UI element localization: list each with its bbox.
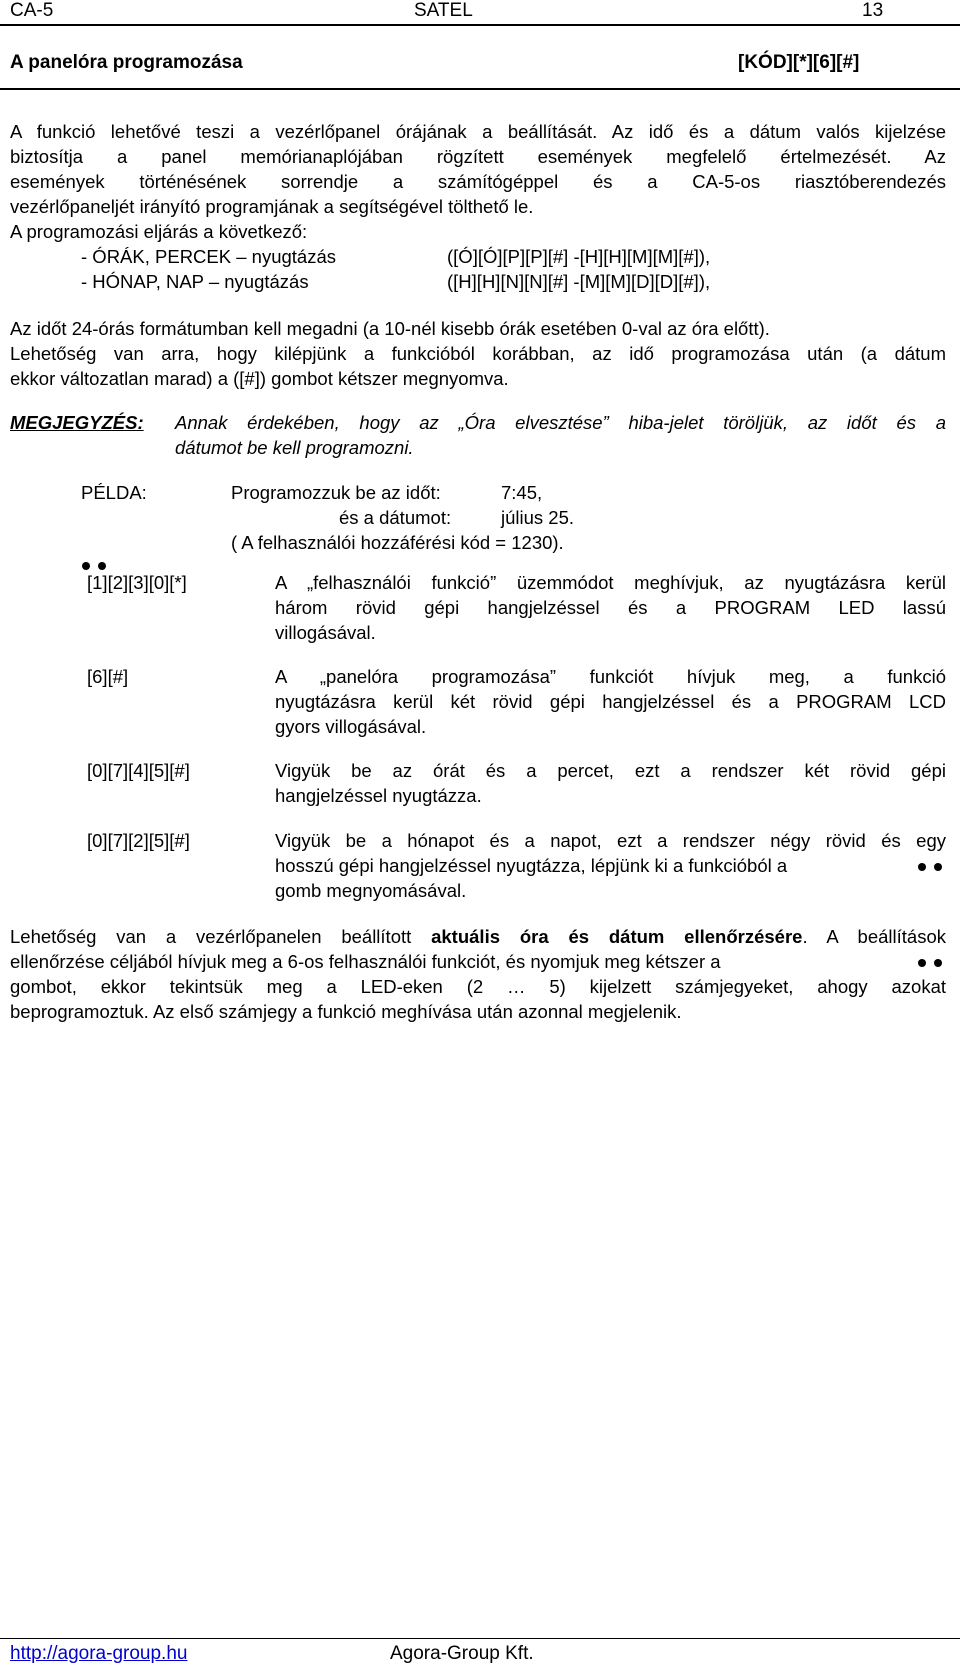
step-description [275,828,946,903]
step-key: [0][7][2][5][#] [87,830,190,851]
check-text: ellenőrzése céljából hívjuk meg a 6-os felhasználói funkciót, és nyomjuk meg kétszer a [10,951,721,972]
header-rule [0,24,960,26]
step-line: hosszú gépi hangjelzéssel nyugtázza, lépjünk ki a funkcióból a [275,855,788,876]
step-line: gomb megnyomásával. [275,880,467,901]
procedure-label: A programozási eljárás a következő: [10,221,308,242]
check-line [10,924,946,949]
format-line: ekkor változatlan marad) a ([#]) gombot kétszer megnyomva. [10,368,509,389]
note-line: Annak érdekében, hogy az „Óra elvesztése” hiba-jelet töröljük, az időt és a [175,412,946,433]
step-line: nyugtázásra kerül két rövid gépi hangjelzéssel és a PROGRAM LCD [275,691,946,712]
example-time-text: Programozzuk be az időt: [231,482,441,503]
step-line: gyors villogásával. [275,716,427,737]
check-line: beprogramoztuk. Az első számjegy a funkció meghívása után azonnal megjelenik. [10,1001,682,1022]
intro-paragraph [10,119,946,244]
format-line: Lehetőség van arra, hogy kilépjünk a funkcióból korábban, az idő programozása után (a dátum [10,343,946,364]
step-description [275,758,946,808]
step-key: [0][7][4][5][#] [87,760,190,781]
star-hash-keys-icon [914,853,946,878]
step-key: [6][#] [87,666,129,687]
footer-company: Agora-Group Kft. [390,1643,534,1664]
step-line-with-icon [275,853,946,878]
format-line: Az időt 24-órás formátumban kell megadni (a 10-nél kisebb órák esetében 0-val az óra előtt). [10,318,770,339]
procedure-label-time: - ÓRÁK, PERCEK – nyugtázás [81,246,336,267]
step-line: Vigyük be az órát és a percet, ezt a rendszer két rövid gépi [275,760,946,781]
example-label: PÉLDA: [81,482,147,503]
step-line: hangjelzéssel nyugtázza. [275,785,482,806]
example-date-text: és a dátumot: [339,507,452,528]
title-rule [0,88,960,90]
footer-link[interactable]: http://agora-group.hu [10,1643,188,1664]
step-line: A „felhasználói funkció” üzemmódot meghívjuk, az nyugtázásra kerül [275,572,946,593]
check-line-with-icon [10,949,946,974]
check-line: gombot, ekkor tekintsük meg a LED-eken (2 … 5) kijelzett számjegyeket, ahogy azokat [10,976,946,997]
check-bold-text: aktuális óra és dátum ellenőrzésére [431,926,803,947]
header-center: SATEL [414,0,473,21]
step-line: villogásával. [275,622,376,643]
step-line: Vigyük be a hónapot és a napot, ezt a rendszer négy rövid és egy [275,830,946,851]
check-text: Lehetőség van a vezérlőpanelen beállított [10,926,412,947]
star-hash-keys-icon [914,949,946,974]
section-title: A panelóra programozása [10,52,243,73]
intro-line: biztosítja a panel memórianaplójában rögzített események megfelelő értelmezését. Az [10,146,946,167]
note-line: dátumot be kell programozni. [175,437,414,458]
example-date-value: július 25. [501,507,575,528]
section-code: [KÓD][*][6][#] [738,52,860,73]
intro-line: események történésének sorrendje a számítógéppel és a CA-5-os riasztóberendezés [10,171,946,192]
procedure-label-date: - HÓNAP, NAP – nyugtázás [81,271,309,292]
intro-line: A funkció lehetővé teszi a vezérlőpanel órájának a beállítását. Az idő és a dátum valós kijelzése [10,121,946,142]
footer-rule [0,1638,960,1639]
intro-line: vezérlőpaneljét irányító programjának a segítségével tölthető le. [10,196,534,217]
note-label: MEGJEGYZÉS: [10,412,144,433]
step-line: három rövid gépi hangjelzéssel és a PROGRAM LED lassú [275,597,946,618]
format-note [10,316,946,391]
check-text: . A beállítások [802,926,946,947]
step-description [275,664,946,739]
check-paragraph [10,924,946,1024]
header-left: CA-5 [10,0,54,21]
note-text [175,410,946,460]
procedure-keys-time: ([Ó][Ó][P][P][#] -[H][H][M][M][#]), [447,246,711,267]
step-line: A „panelóra programozása” funkciót hívjuk meg, a funkció [275,666,946,687]
step-key: [1][2][3][0][*] [87,572,187,593]
example-time-value: 7:45, [501,482,543,503]
page-number: 13 [862,0,884,21]
step-description [275,570,946,645]
example-code-text: ( A felhasználói hozzáférési kód = 1230). [231,532,564,553]
procedure-keys-date: ([H][H][N][N][#] -[M][M][D][D][#]), [447,271,711,292]
